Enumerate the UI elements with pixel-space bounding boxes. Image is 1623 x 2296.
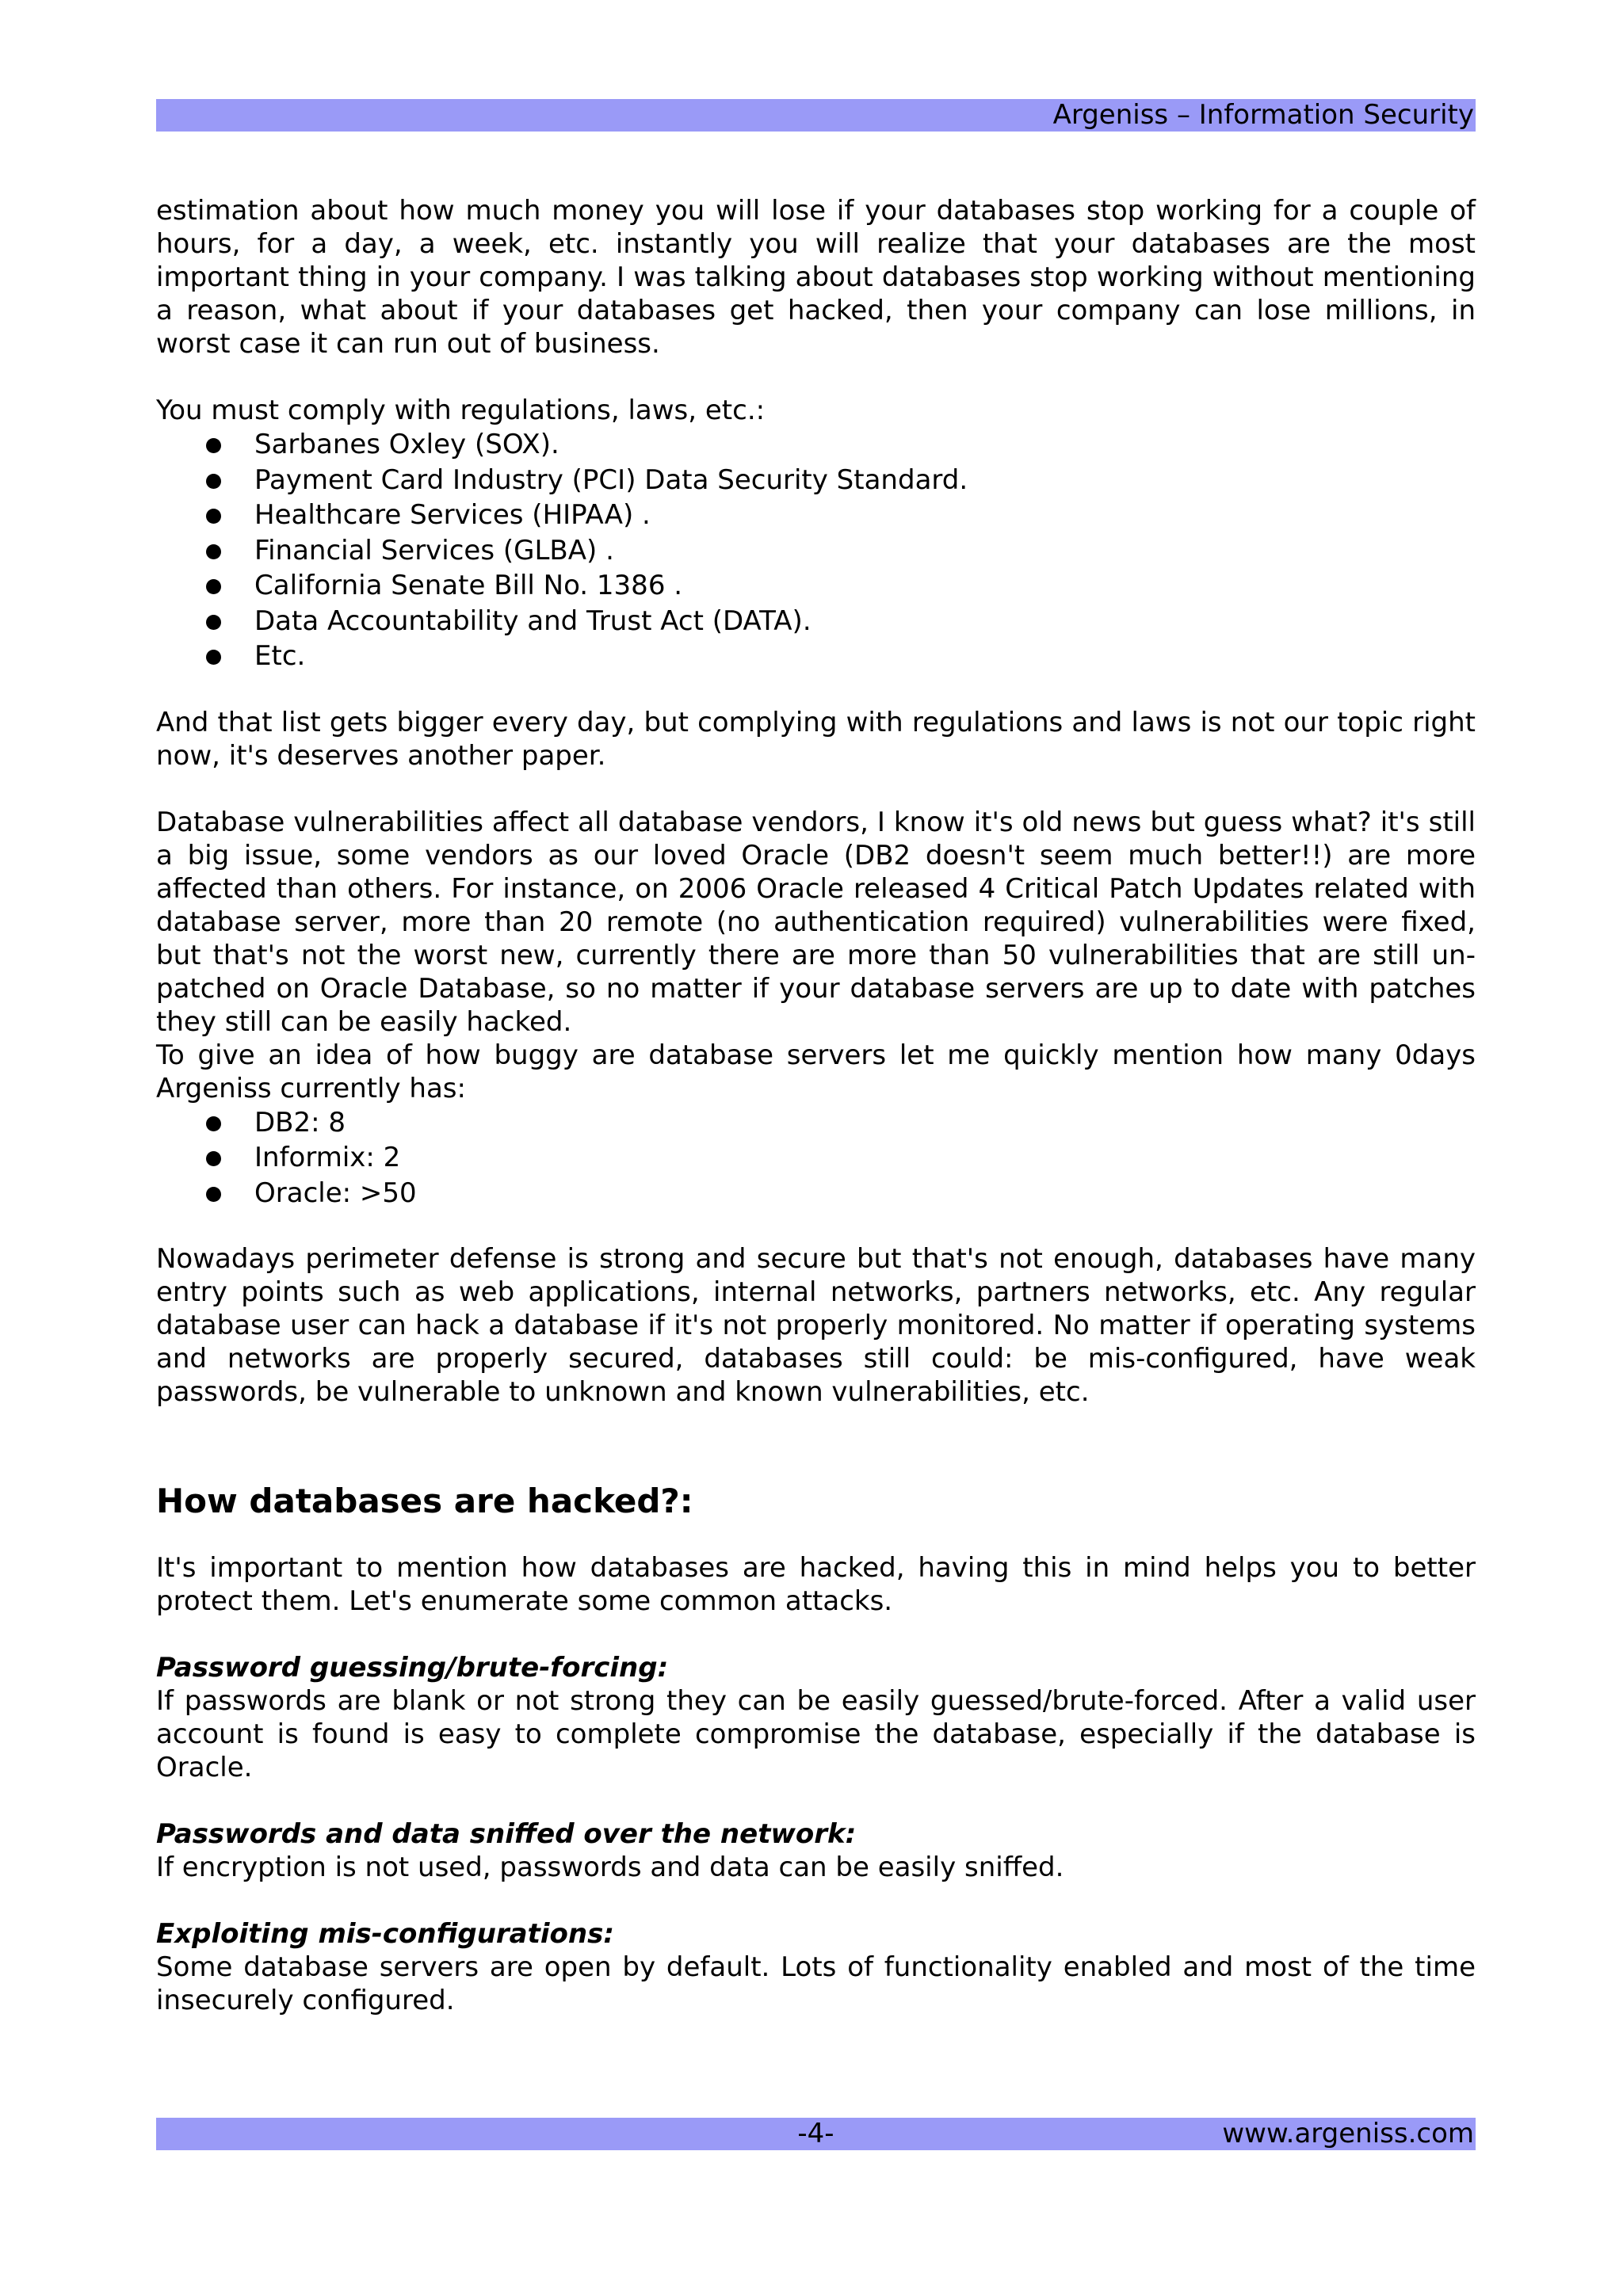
list-grows-paragraph: And that list gets bigger every day, but complying with regulations and laws is not our topic right now, it's deserves another paper. <box>156 706 1476 772</box>
attack-text: Some database servers are open by default. Lots of functionality enabled and most of the time insecurely configured. <box>156 1951 1476 2016</box>
buggy-paragraph: To give an idea of how buggy are database servers let me quickly mention how many 0days Argeniss currently has: <box>156 1039 1476 1104</box>
bullet-icon <box>206 509 221 524</box>
attack-title: Exploiting mis-configurations: <box>156 1918 614 1950</box>
bullet-icon <box>206 1116 221 1131</box>
section-intro: It's important to mention how databases are hacked, having this in mind helps you to better protect them. Let's enumerate some common attacks. <box>156 1552 1476 1617</box>
attack-title: Passwords and data sniffed over the network: <box>156 1818 857 1850</box>
vulnerabilities-paragraph: Database vulnerabilities affect all database vendors, I know it's old news but guess what? it's still a big issue, some vendors as our loved Oracle (DB2 doesn't seem much better!!) are more affected than others. For instance, on 2006 Oracle released 4 Critical Patch Updates related with database server, more than 20 remote (no authentication required) vulnerabilities were fixed, but that's not the worst new, currently there are more than 50 vulnerabilities that are still un-patched on Oracle Database, so no matter if your database servers are up to date with patches they still can be easily hacked. <box>156 806 1476 1038</box>
list-item: Sarbanes Oxley (SOX). <box>156 427 1476 463</box>
page-body <box>156 194 1476 2017</box>
list-item: Informix: 2 <box>156 1140 1476 1176</box>
page-number: -4- <box>797 2118 834 2149</box>
list-item: DB2: 8 <box>156 1105 1476 1141</box>
list-item: Healthcare Services (HIPAA) . <box>156 498 1476 533</box>
list-item: Oracle: >50 <box>156 1176 1476 1211</box>
footer-band <box>156 2118 1476 2150</box>
list-item: Data Accountability and Trust Act (DATA). <box>156 604 1476 639</box>
bullet-icon <box>206 1187 221 1202</box>
bullet-icon <box>206 615 221 630</box>
header-band <box>156 99 1476 132</box>
bullet-icon <box>206 1151 221 1166</box>
bullet-icon <box>206 579 221 594</box>
comply-line: You must comply with regulations, laws, etc.: <box>156 395 766 426</box>
attack-text: If passwords are blank or not strong they can be easily guessed/brute-forced. After a valid user account is found is easy to complete compromise the database, especially if the database is Oracle. <box>156 1685 1476 1783</box>
attack-text: If encryption is not used, passwords and data can be easily sniffed. <box>156 1852 1064 1883</box>
regulations-list <box>156 427 1476 674</box>
header-title: Argeniss – Information Security <box>1052 99 1474 131</box>
list-item: Payment Card Industry (PCI) Data Security Standard. <box>156 463 1476 498</box>
bullet-icon <box>206 474 221 489</box>
zero-days-list <box>156 1105 1476 1211</box>
list-item: California Senate Bill No. 1386 . <box>156 568 1476 604</box>
attack-title: Password guessing/brute-forcing: <box>156 1652 669 1684</box>
intro-paragraph: estimation about how much money you will lose if your databases stop working for a couple of hours, for a day, a week, etc. instantly you will realize that your databases are the most important thing in your company. I was talking about databases stop working without mentioning a reason, what about if your databases get hacked, then your company can lose millions, in worst case it can run out of business. <box>156 195 1476 360</box>
bullet-icon <box>206 438 221 453</box>
attack-block <box>156 1817 1476 1884</box>
bullet-icon <box>206 650 221 665</box>
list-item: Financial Services (GLBA) . <box>156 533 1476 569</box>
perimeter-paragraph: Nowadays perimeter defense is strong and secure but that's not enough, databases have many entry points such as web applications, internal networks, partners networks, etc. Any regular database user can hack a database if it's not properly monitored. No matter if operating systems and networks are properly secured, databases still could: be mis-configured, have weak passwords, be vulnerable to unknown and known vulnerabilities, etc. <box>156 1243 1476 1408</box>
list-item: Etc. <box>156 639 1476 674</box>
attack-block <box>156 1917 1476 2017</box>
attack-block <box>156 1651 1476 1784</box>
footer-site-link[interactable]: www.argeniss.com <box>1222 2118 1474 2149</box>
section-heading: How databases are hacked?: <box>156 1482 693 1520</box>
bullet-icon <box>206 544 221 559</box>
